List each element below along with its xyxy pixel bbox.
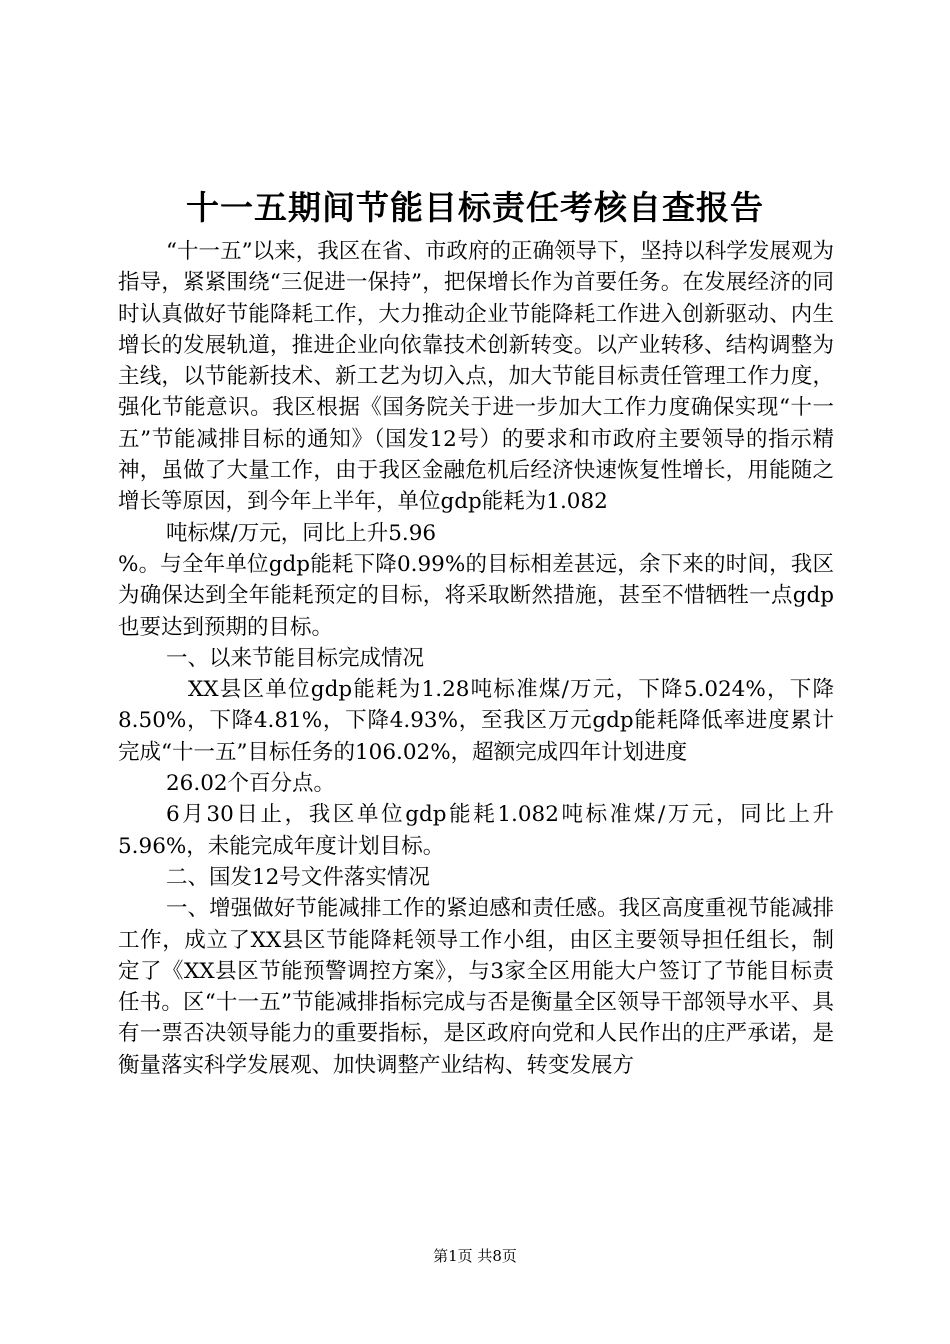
document-title: 十一五期间节能目标责任考核自查报告 <box>186 188 764 227</box>
paragraph-intro: “十一五”以来，我区在省、市政府的正确领导下，坚持以科学发展观为指导，紧紧围绕“三促进一保持”，把保增长作为首要任务。在发展经济的同时认真做好节能降耗工作，大力推动企业节能降耗工作进入创新驱动、内生增长的发展轨道，推进企业向依靠技术创新转变。以产业转移、结构调整为主线，以节能新技术、新工艺为切入点，加大节能目标责任管理工作力度，强化节能意识。我区根据《国务院关于进一步加大工作力度确保实现“十一五”节能减排目标的通知》（国发12号）的要求和市政府主要领导的指示精神，虽做了大量工作，由于我区金融危机后经济快速恢复性增长，用能随之增长等原因，到今年上半年，单位gdp能耗为1.082 <box>118 239 834 515</box>
section-heading-2: 二、国发12号文件落实情况 <box>166 864 430 890</box>
paragraph-intro-continued: 吨标煤/万元，同比上升5.96 <box>166 520 437 546</box>
document-body <box>118 236 834 1081</box>
paragraph-target-gap: %。与全年单位gdp能耗下降0.99%的目标相差甚远，余下来的时间，我区为确保达到全年能耗预定的目标，将采取断然措施，甚至不惜牺牲一点gdp也要达到预期的目标。 <box>118 551 834 640</box>
section-heading-1: 一、以来节能目标完成情况 <box>166 645 425 671</box>
paragraph-measures: 一、增强做好节能减排工作的紧迫感和责任感。我区高度重视节能减排工作，成立了XX县区节能降耗领导工作小组，由区主要领导担任组长，制定了《XX县区节能预警调控方案》，与3家全区用能大户签订了节能目标责任书。区“十一五”节能减排指标完成与否是衡量全区领导干部领导水平、具有一票否决领导能力的重要指标，是区政府向党和人民作出的庄严承诺，是衡量落实科学发展观、加快调整产业结构、转变发展方 <box>118 896 834 1078</box>
paragraph-energy-data: XX县区单位gdp能耗为1.28吨标准煤/万元，下降5.024%，下降8.50%，下降4.81%，下降4.93%，至我区万元gdp能耗降低率进度累计完成“十一五”目标任务的106.02%，超额完成四年计划进度 <box>118 677 834 765</box>
page-footer: 第1页 共8页 <box>433 1247 517 1265</box>
paragraph-june-status: 6月30日止，我区单位gdp能耗1.082吨标准煤/万元，同比上升5.96%，未能完成年度计划目标。 <box>118 802 834 859</box>
paragraph-percentage-points: 26.02个百分点。 <box>166 771 336 797</box>
